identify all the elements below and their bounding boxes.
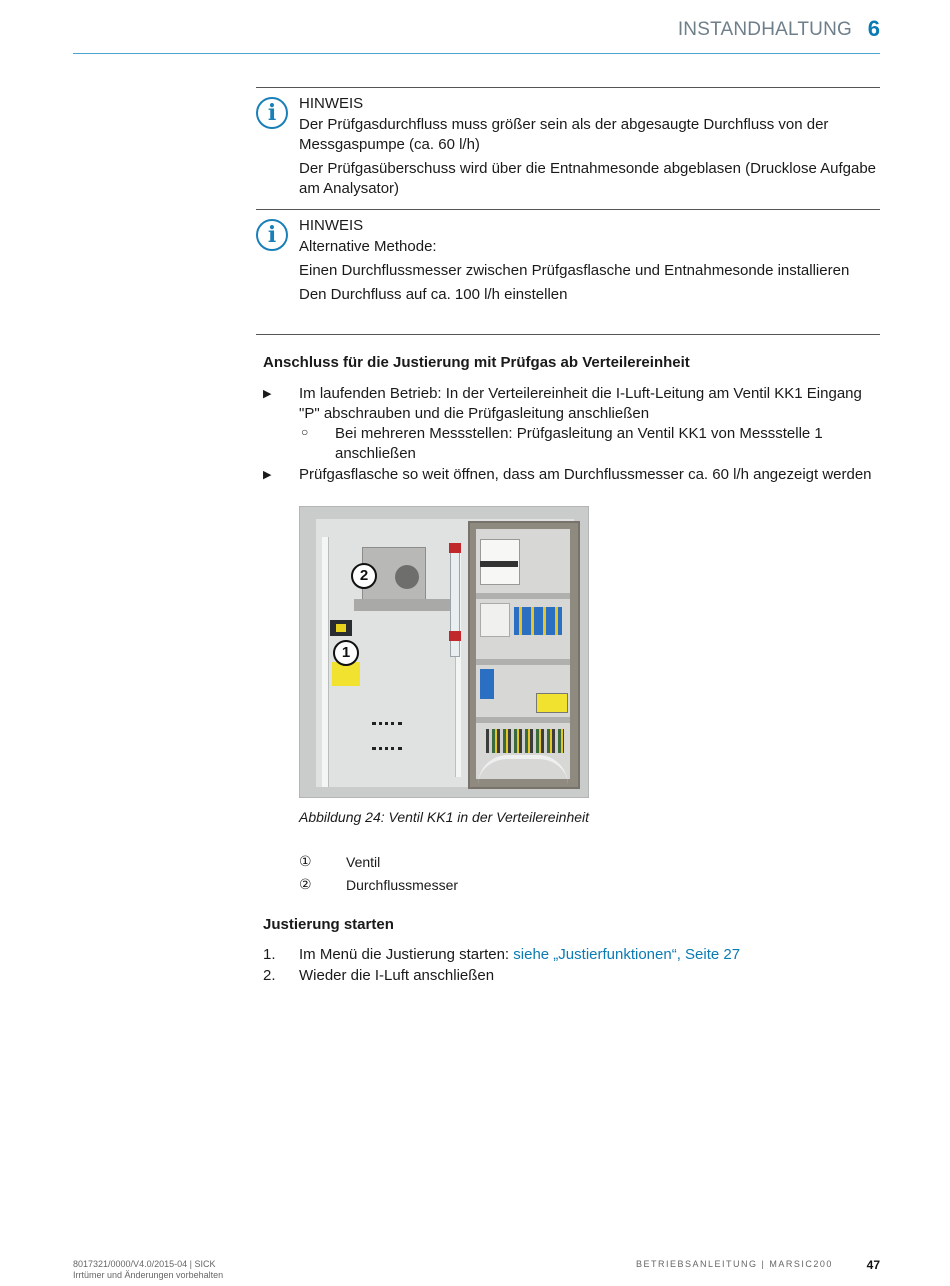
legend-symbol: ② [299, 876, 312, 892]
figure-caption: Abbildung 24: Ventil KK1 in der Verteilereinheit [299, 809, 590, 825]
info-icon: i [256, 219, 288, 251]
din-rail [476, 593, 570, 599]
power-supply [480, 603, 510, 637]
legend-symbol: ① [299, 853, 312, 869]
cabinet-photo [299, 506, 589, 798]
note-bottom-rule [256, 334, 880, 335]
terminal-block [480, 669, 494, 699]
instruction-bullet: Prüfgasflasche so weit öffnen, dass am Durchflussmesser ca. 60 l/h angezeigt werden [299, 466, 872, 483]
din-rail [476, 717, 570, 723]
flowmeter-cap [449, 631, 461, 641]
note-paragraph: Einen Durchflussmesser zwischen Prüfgasflasche und Entnahmesonde installieren [299, 262, 850, 279]
step-text-content: Im Menü die Justierung starten: [299, 946, 514, 963]
note-top-rule [256, 87, 880, 88]
note-paragraph: Der Prüfgasdurchfluss muss größer sein als der abgesaugte Durchfluss von der Messgaspumpe (ca. 60 l/h) [299, 116, 829, 153]
note-2 [299, 216, 881, 309]
din-rail [476, 659, 570, 665]
marker-2: 2 [351, 563, 377, 589]
instruction-bullet: Im laufenden Betrieb: In der Verteilereinheit die I-Luft-Leitung am Ventil KK1 Eingang "P" abschrauben und die Prüfgasleitung anschließen [299, 385, 862, 422]
footer-doc-id: 8017321/0000/V4.0/2015-04 | SICK [73, 1259, 216, 1269]
step-text: Wieder die I-Luft anschließen [299, 967, 495, 984]
legend-label: Ventil [346, 854, 381, 870]
step-text [299, 945, 877, 965]
marker-1: 1 [333, 640, 359, 666]
note-heading: HINWEIS [299, 217, 364, 234]
instruction-sub-bullet: Bei mehreren Messstellen: Prüfgasleitung an Ventil KK1 von Messstelle 1 anschließen [335, 425, 823, 462]
cross-reference-link[interactable]: siehe „Justierfunktionen“, Seite 27 [513, 946, 741, 963]
footer-doc-title: BETRIEBSANLEITUNG | MARSIC200 [636, 1259, 833, 1269]
section-heading: Justierung starten [263, 916, 394, 933]
triangle-bullet-icon: ▶ [263, 388, 272, 400]
cable-bundle [478, 755, 568, 785]
mounting-holes [372, 722, 402, 729]
legend-label: Durchflussmesser [346, 877, 459, 893]
footer-left [73, 1259, 223, 1281]
note-divider-rule [256, 209, 880, 210]
warning-label [536, 693, 568, 713]
header-section-title: INSTANDHALTUNG [677, 19, 852, 40]
note-paragraph: Der Prüfgasüberschuss wird über die Entnahmesonde abgeblasen (Drucklose Aufgabe am Analysator) [299, 160, 877, 197]
section-heading: Anschluss für die Justierung mit Prüfgas ab Verteilereinheit [263, 354, 690, 371]
header-divider [73, 53, 880, 54]
terminal-blocks [486, 729, 564, 753]
step-number: 2. [263, 967, 276, 984]
note-paragraph: Den Durchfluss auf ca. 100 l/h einstellen [299, 286, 568, 303]
info-icon: i [256, 97, 288, 129]
page-number: 47 [866, 1258, 880, 1272]
circle-bullet-icon: ○ [301, 425, 309, 439]
flowmeter-cap [449, 543, 461, 553]
tube [322, 537, 329, 787]
header-chapter-number: 6 [867, 16, 880, 41]
note-heading: HINWEIS [299, 95, 364, 112]
note-1 [299, 94, 881, 203]
step-number: 1. [263, 946, 276, 963]
mounting-holes [372, 747, 402, 754]
terminal-blocks [514, 607, 562, 635]
footer-disclaimer: Irrtümer und Änderungen vorbehalten [73, 1270, 224, 1280]
valve-label [336, 624, 346, 632]
note-paragraph: Alternative Methode: [299, 238, 437, 255]
breaker-switches [480, 561, 518, 567]
mounting-rail [354, 599, 450, 611]
triangle-bullet-icon: ▶ [263, 469, 272, 481]
pump-motor [395, 565, 419, 589]
